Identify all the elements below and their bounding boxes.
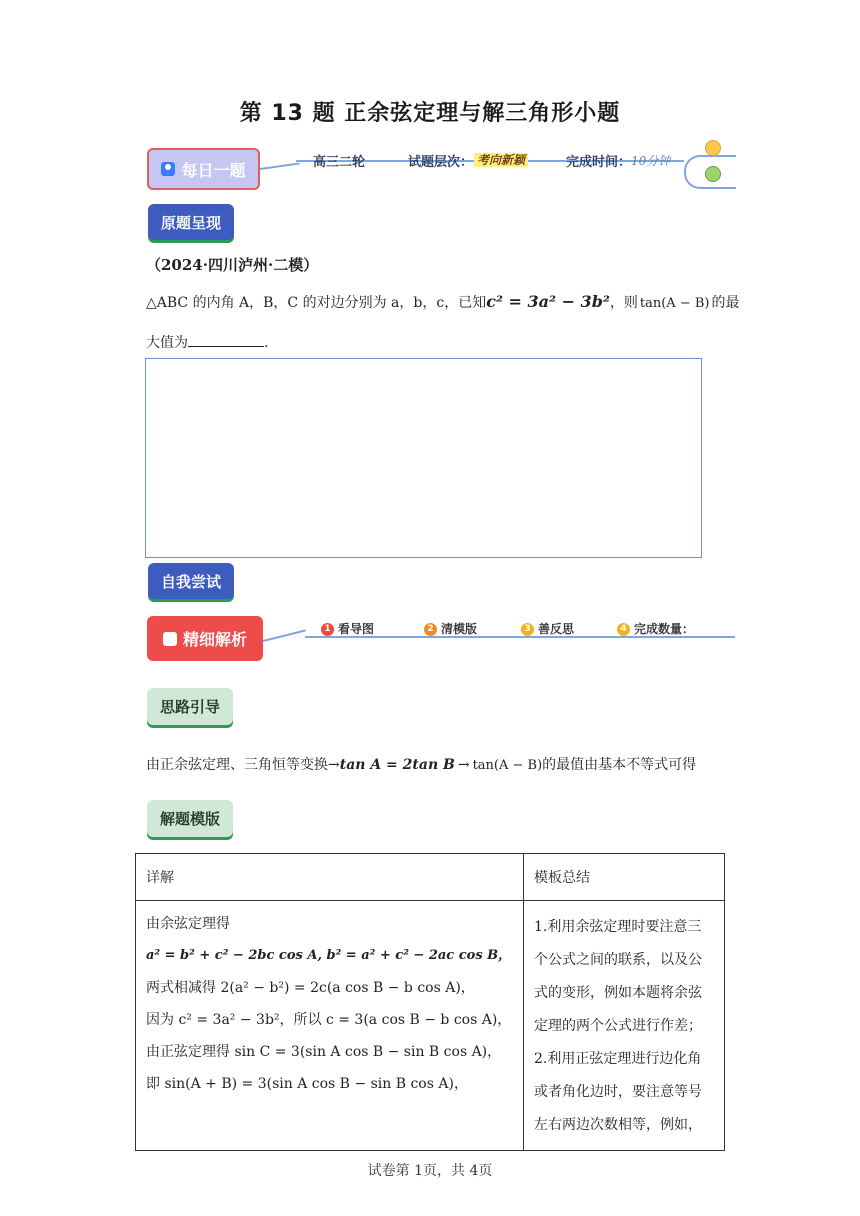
summary-line: 个公式之间的联系，以及公	[534, 952, 702, 968]
problem-line-2	[146, 332, 268, 352]
thinking-text: 由正余弦定理、三角恒等变换→tan A = 2tan B → tan(A − B)的最值由基本不等式可得	[146, 757, 697, 773]
step-3-icon: 3	[521, 623, 534, 636]
page-title: 第 13 题 正余弦定理与解三角形小题	[239, 101, 621, 126]
level-value: 考向新颖	[474, 151, 528, 168]
grade-label: 高三二轮	[313, 155, 366, 170]
page-footer: 试卷第 1页，共 4页	[367, 1163, 493, 1179]
detail-line: 由余弦定理得	[146, 916, 230, 932]
problem-text: △ABC 的内角 A，B，C 的对边分别为 a，b，c，已知	[146, 295, 487, 311]
problem-text-then: ，则	[609, 295, 638, 311]
step-view-map: 1 看导图	[321, 620, 374, 637]
step-count: 4 完成数量：	[617, 620, 694, 637]
detail-line: 两式相减得 2(a² − b²) = 2c(a cos B − b cos A)，	[146, 980, 475, 996]
daily-question-badge	[147, 148, 260, 190]
self-try-badge: 自我尝试	[148, 563, 234, 599]
daily-badge-label: 每日一题	[181, 160, 246, 180]
summary-line: 式的变形，例如本题将余弦	[534, 985, 702, 1001]
solution-template-badge: 解题模版	[147, 800, 233, 837]
original-problem-badge: 原题呈现	[148, 204, 234, 240]
summary-cell	[524, 901, 725, 1151]
thinking-formula-2: tan(A − B)	[472, 758, 543, 773]
period: .	[264, 335, 269, 351]
table-row	[136, 901, 725, 1151]
thinking-formula-1: tan A = 2tan B	[339, 757, 455, 773]
smile-emoji-icon	[705, 140, 721, 156]
analysis-icon	[163, 632, 177, 646]
max-value-text: 大值为	[146, 335, 188, 351]
time-label: 完成时间：	[566, 155, 632, 170]
summary-line: 定理的两个公式进行作差；	[534, 1018, 702, 1034]
summary-line: 1.利用余弦定理时要注意三	[534, 919, 702, 935]
summary-line: 左右两边次数相等，例如，	[534, 1117, 702, 1133]
answer-blank[interactable]	[188, 334, 264, 347]
user-icon	[161, 162, 175, 176]
detailed-analysis-badge	[147, 616, 263, 661]
header-summary: 模板总结	[524, 854, 725, 901]
time-value: 10分钟	[631, 154, 671, 168]
step-1-icon: 1	[321, 623, 334, 636]
detail-formula: a² = b² + c² − 2bc cos A, b² = a² + c² − 2ac cos B，	[146, 948, 512, 963]
tan-expression: tan(A − B)	[639, 296, 710, 311]
step-reflect: 3 善反思	[521, 620, 574, 637]
table-header-row	[136, 854, 725, 901]
face-emoji-icon	[705, 166, 721, 182]
problem-text-end: 的最	[711, 295, 740, 311]
header-detail: 详解	[136, 854, 524, 901]
detail-cell	[136, 901, 524, 1151]
connector-line	[260, 162, 300, 170]
solution-table	[135, 853, 725, 1151]
connector-line-2	[263, 629, 306, 642]
problem-source: （2024·四川泸州·二模）	[146, 256, 319, 274]
problem-line-1	[146, 292, 739, 312]
detail-line: 由正弦定理得 sin C = 3(sin A cos B − sin B cos A)，	[146, 1044, 502, 1060]
summary-line: 或者角化边时，要注意等号	[534, 1084, 702, 1100]
answer-area[interactable]	[145, 358, 702, 558]
thinking-guide-badge: 思路引导	[147, 688, 233, 725]
level-label: 试题层次：	[408, 155, 474, 170]
step-template: 2 清模版	[424, 620, 477, 637]
detail-line: 即 sin(A + B) = 3(sin A cos B − sin B cos A)，	[146, 1076, 468, 1092]
detail-line: 因为 c² = 3a² − 3b²，所以 c = 3(a cos B − b cos A)，	[146, 1012, 512, 1028]
smile-emoji-icon-2: 4	[617, 623, 630, 636]
summary-line: 2.利用正弦定理进行边化角	[534, 1051, 702, 1067]
analysis-label: 精细解析	[182, 630, 247, 649]
given-formula: c² = 3a² − 3b²	[486, 292, 610, 311]
step-2-icon: 2	[424, 623, 437, 636]
